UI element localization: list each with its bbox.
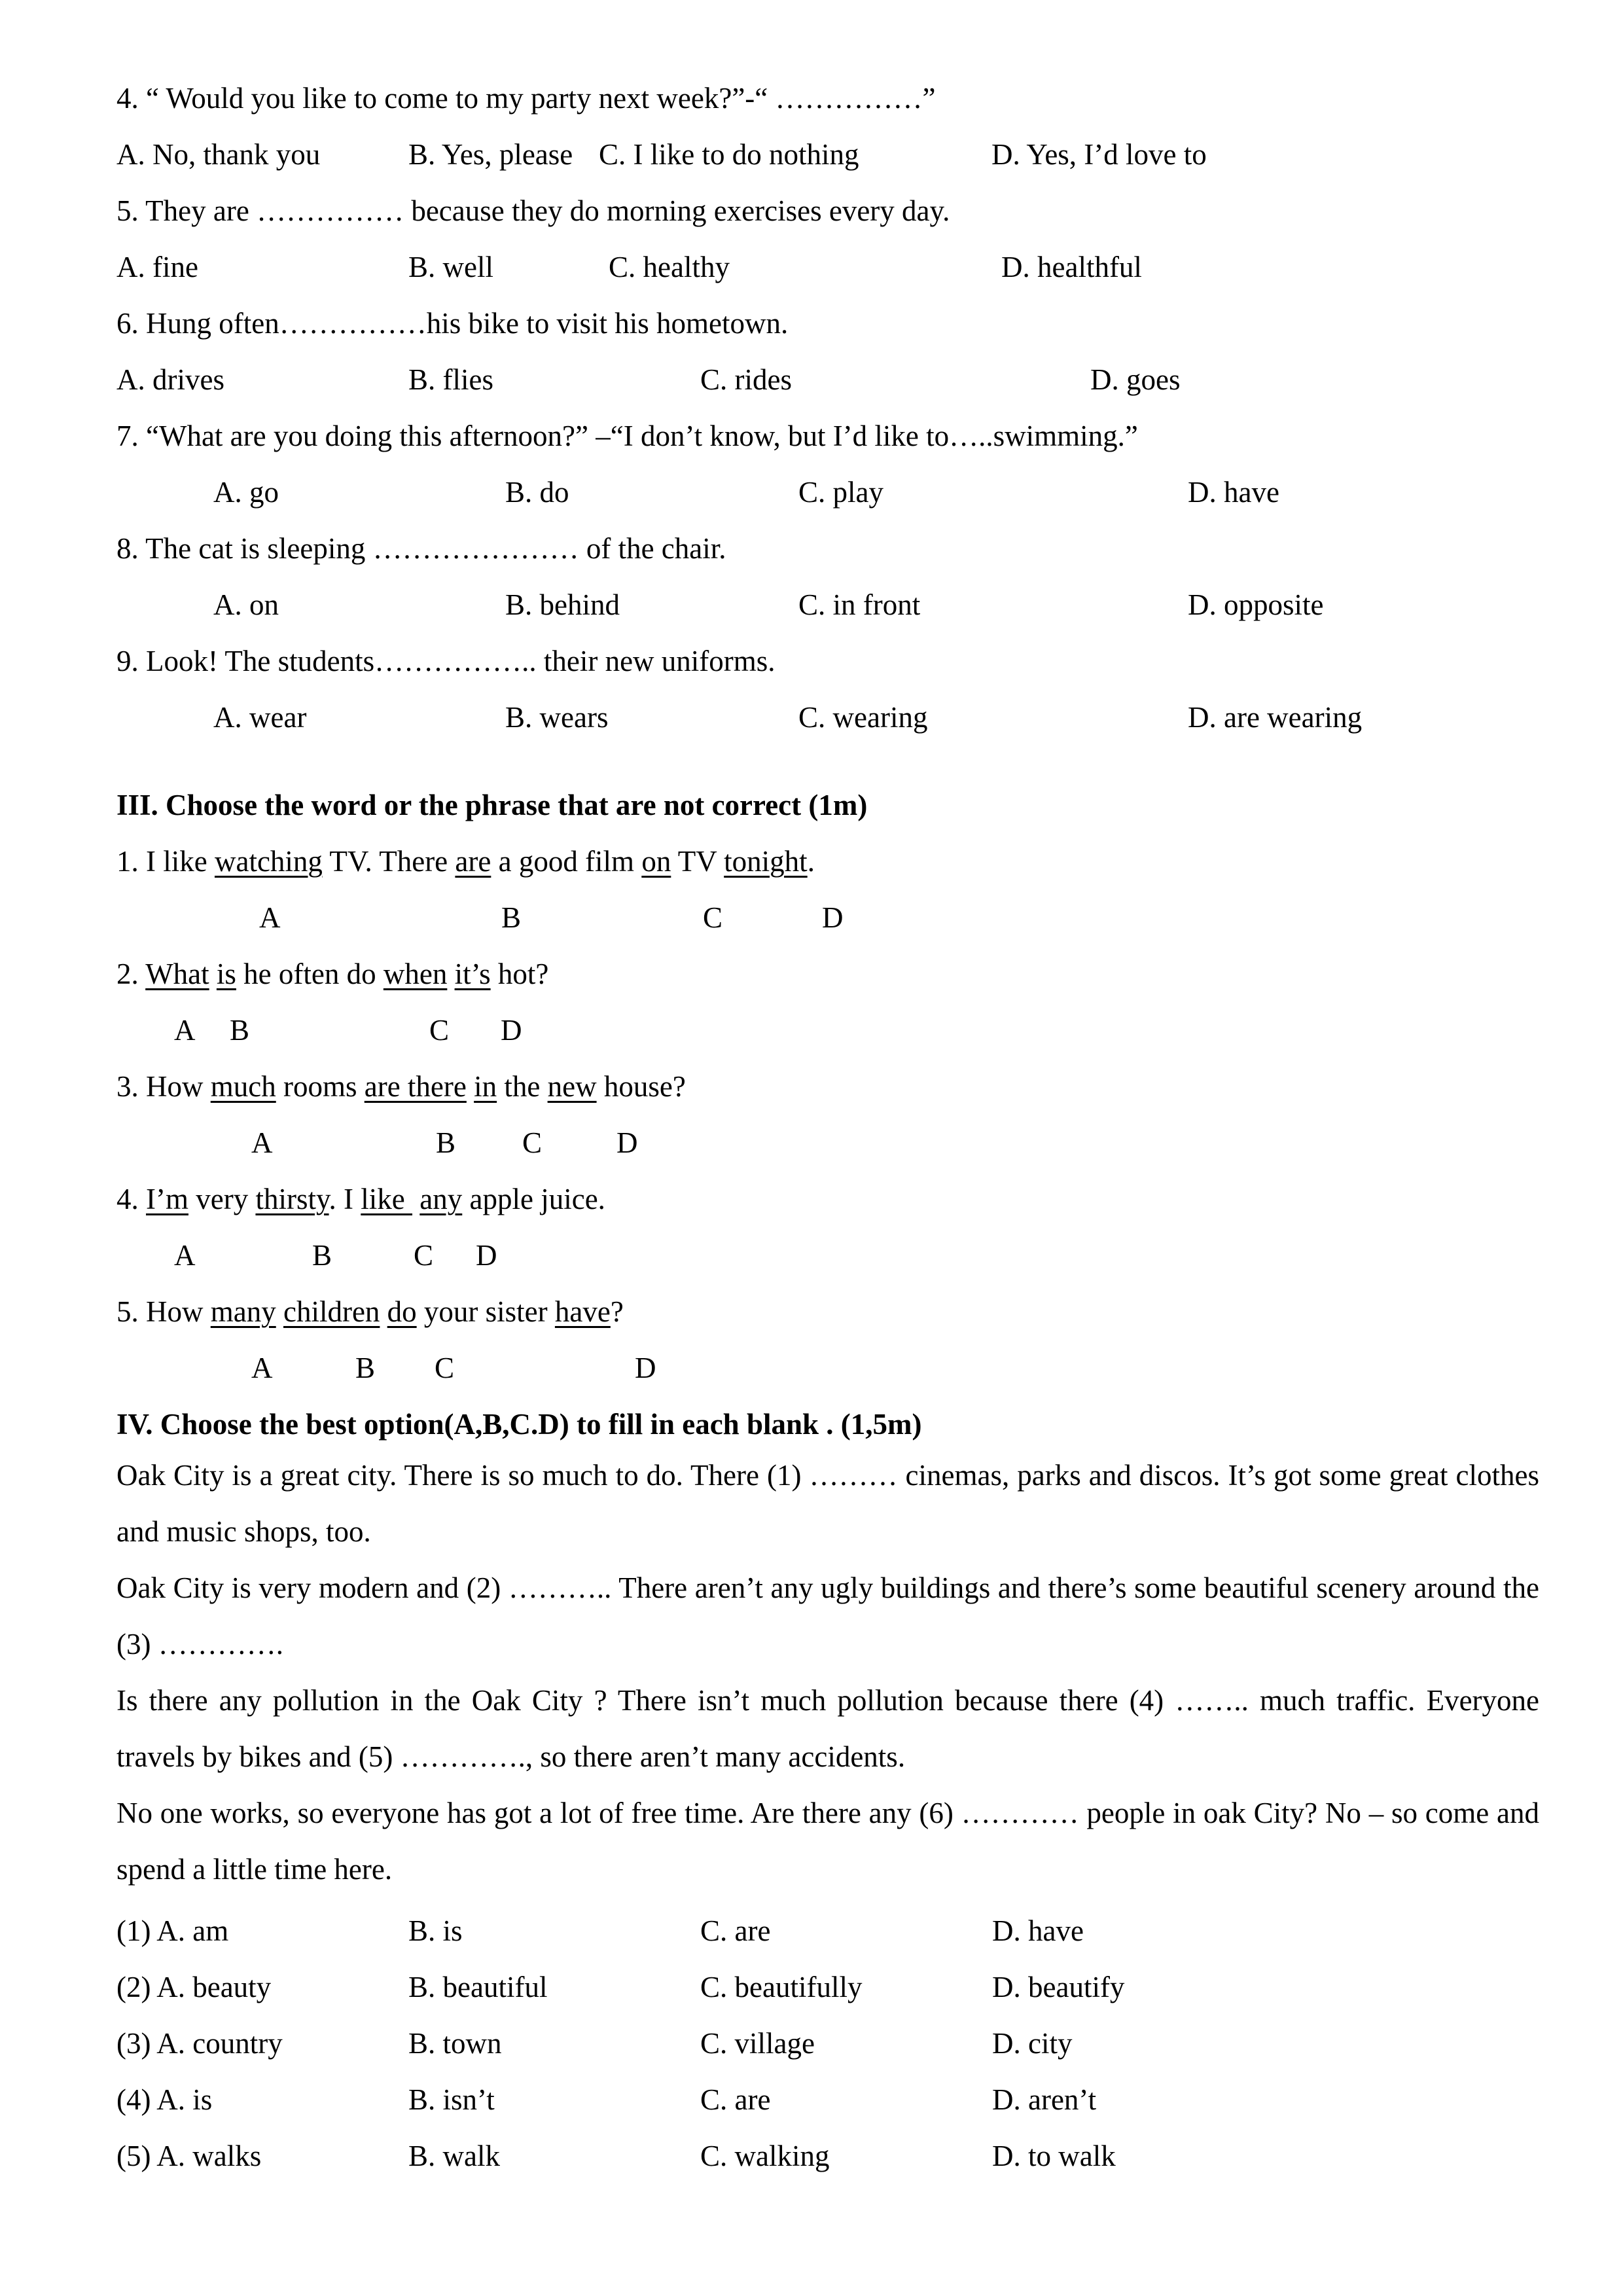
blank-1-option-d: D. have [992,1914,1084,1947]
underlined-b: children [283,1295,380,1328]
underlined-d: any [419,1183,463,1215]
question-text: TV. There [322,845,455,878]
question-text: rooms [276,1070,365,1103]
letter-b: B [436,1126,456,1159]
question-text: your sister [416,1295,555,1328]
question-text [380,1295,387,1328]
question-text: hot? [490,958,549,990]
question-text: the [497,1070,548,1103]
blank-3-option-d: D. city [992,2027,1073,2060]
underlined-c: like [361,1183,413,1215]
letter-a: A [174,1239,196,1272]
option-d: D. have [1188,476,1279,509]
reading-paragraph-3: Is there any pollution in the Oak City ? There isn’t much pollution because there (4) …….. much traffic. Everyone travels by bikes and (5) …………., so there aren’t many accidents. [116,1684,1539,1773]
underlined-c: in [474,1070,497,1103]
option-c: C. play [798,476,883,509]
underlined-b: are there [364,1070,467,1103]
blank-2-option-d: D. beautify [992,1971,1125,2003]
letter-a: A [251,1126,273,1159]
blank-2-option-b: B. beautiful [408,1971,548,2003]
letter-c: C [429,1014,450,1047]
option-c: C. wearing [798,701,928,734]
question-text: . [807,845,815,878]
letter-d: D [822,901,844,934]
error-question-1 [116,847,815,876]
question-7: 7. “What are you doing this afternoon?” –“I don’t know, but I’d like to…..swimming.” [116,420,1138,452]
blank-4-option-d: D. aren’t [992,2083,1097,2116]
option-a: A. wear [213,701,307,734]
option-c: C. in front [798,588,921,621]
letter-d: D [476,1239,497,1272]
option-d: D. goes [1090,363,1181,396]
blank-5-option-c: C. walking [700,2140,830,2172]
option-d: D. Yes, I’d love to [991,138,1207,171]
option-a: A. go [213,476,279,509]
option-a: A. on [213,588,279,621]
reading-paragraph-2: Oak City is very modern and (2) ……….. There aren’t any ugly buildings and there’s some beautiful scenery around the (3) …………. [116,1571,1539,1660]
option-a: A. No, thank you [116,138,321,171]
option-d: D. healthful [1001,251,1142,283]
question-text: 4. [116,1183,146,1215]
error-question-2 [116,960,548,989]
question-text: 5. How [116,1295,211,1328]
letter-c: C [703,901,723,934]
option-b: B. well [408,251,493,283]
reading-paragraph-4: No one works, so everyone has got a lot of free time. Are there any (6) ………… people in oak City? No – so come and spend a little time here. [116,1797,1539,1886]
underlined-b: thirsty [255,1183,329,1215]
question-text: 3. How [116,1070,211,1103]
underlined-d: tonight [724,845,808,878]
question-text: very [188,1183,256,1215]
blank-3-option-b: B. town [408,2027,502,2060]
letter-a: A [251,1352,273,1384]
blank-5-option-b: B. walk [408,2140,500,2172]
blank-5-option-d: D. to walk [992,2140,1116,2172]
option-b: B. wears [505,701,609,734]
blank-3-option-c: C. village [700,2027,815,2060]
letter-d: D [616,1126,638,1159]
letter-b: B [501,901,522,934]
letter-b: B [230,1014,250,1047]
letter-d: D [501,1014,522,1047]
question-5: 5. They are …………… because they do morning exercises every day. [116,194,950,227]
letter-b: B [355,1352,376,1384]
question-text [276,1295,283,1328]
question-text: 1. I like [116,845,215,878]
option-b: B. flies [408,363,493,396]
question-4: 4. “ Would you like to come to my party next week?”-“ ……………” [116,82,936,115]
underlined-d: have [554,1295,611,1328]
option-c: C. I like to do nothing [599,138,859,171]
question-text [412,1183,419,1215]
underlined-a: I’m [146,1183,188,1215]
question-text: ? [610,1295,624,1328]
question-text: . I [329,1183,361,1215]
underlined-a: What [145,958,209,990]
question-text [467,1070,474,1103]
underlined-a: many [210,1295,276,1328]
underlined-d: new [547,1070,597,1103]
option-a: A. drives [116,363,224,396]
blank-4-option-a: (4) A. is [116,2083,213,2116]
question-8: 8. The cat is sleeping ………………… of the chair. [116,532,726,565]
blank-2-option-a: (2) A. beauty [116,1971,272,2003]
error-question-3 [116,1072,686,1102]
question-text: he often do [236,958,383,990]
letter-c: C [435,1352,455,1384]
question-text: apple juice. [462,1183,605,1215]
letter-c: C [414,1239,434,1272]
letter-b: B [312,1239,332,1272]
blank-4-option-c: C. are [700,2083,771,2116]
underlined-a: watching [214,845,323,878]
underlined-b: is [216,958,236,990]
underlined-c: when [383,958,448,990]
blank-1-option-b: B. is [408,1914,463,1947]
option-c: C. rides [700,363,792,396]
underlined-b: are [455,845,491,878]
letter-a: A [259,901,281,934]
question-text [447,958,454,990]
letter-c: C [522,1126,543,1159]
blank-5-option-a: (5) A. walks [116,2140,262,2172]
option-b: B. behind [505,588,620,621]
letter-a: A [174,1014,196,1047]
section-heading-iv: IV. Choose the best option(A,B,C.D) to fill in each blank . (1,5m) [116,1408,922,1441]
option-c: C. healthy [609,251,730,283]
question-text: TV [671,845,724,878]
question-6: 6. Hung often……………his bike to visit his hometown. [116,307,789,340]
option-b: B. do [505,476,569,509]
blank-4-option-b: B. isn’t [408,2083,495,2116]
letter-d: D [635,1352,656,1384]
error-question-5 [116,1297,624,1327]
option-b: B. Yes, please [408,138,573,171]
blank-1-option-a: (1) A. am [116,1914,229,1947]
option-a: A. fine [116,251,198,283]
underlined-d: it’s [454,958,491,990]
underlined-a: much [210,1070,276,1103]
underlined-c: do [387,1295,417,1328]
reading-paragraph-1: Oak City is a great city. There is so much to do. There (1) ……… cinemas, parks and discos. It’s got some great clothes and music shops, too. [116,1459,1539,1548]
blank-3-option-a: (3) A. country [116,2027,283,2060]
option-d: D. opposite [1188,588,1324,621]
question-text: 2. [116,958,146,990]
question-text: a good film [491,845,642,878]
underlined-c: on [641,845,671,878]
question-text: house? [596,1070,686,1103]
question-9: 9. Look! The students…………….. their new uniforms. [116,645,776,677]
blank-1-option-c: C. are [700,1914,771,1947]
question-text [209,958,217,990]
error-question-4 [116,1185,605,1214]
blank-2-option-c: C. beautifully [700,1971,863,2003]
option-d: D. are wearing [1188,701,1363,734]
section-heading-iii: III. Choose the word or the phrase that are not correct (1m) [116,789,868,821]
